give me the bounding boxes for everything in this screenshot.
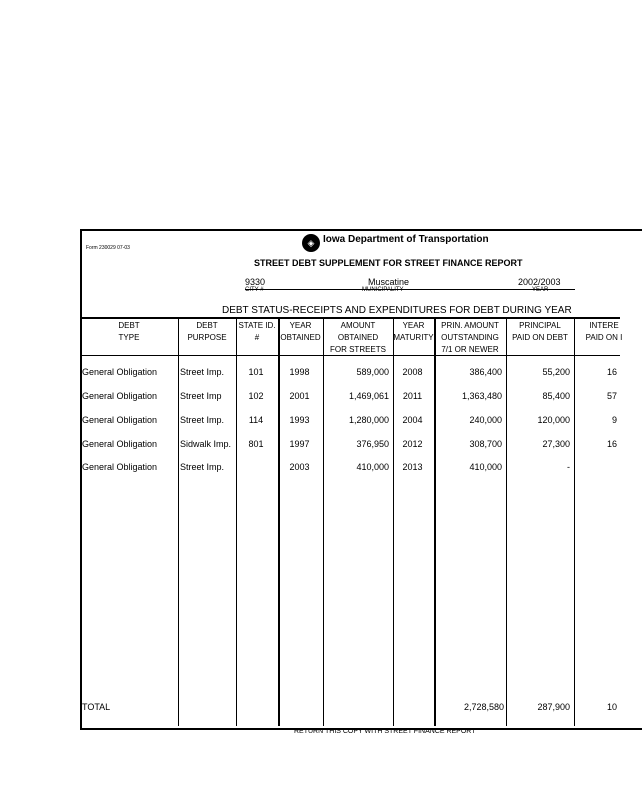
column-header: AMOUNT	[340, 321, 376, 330]
col-divider	[323, 318, 324, 726]
column-header: YEAR	[402, 321, 425, 330]
table-cell: 386,400	[469, 367, 502, 377]
table-cell: 102	[248, 391, 264, 401]
table-cell: 120,000	[537, 415, 570, 425]
agency-name: Iowa Department of Transportation	[323, 234, 489, 245]
table-cell: 101	[248, 367, 264, 377]
table-cell: 1,280,000	[348, 415, 389, 425]
table-cell: 1998	[289, 367, 310, 377]
table-cell: 114	[248, 415, 264, 425]
table-cell: 55,200	[542, 367, 570, 377]
table-cell: 376,950	[356, 439, 389, 449]
column-header: PRINCIPAL	[519, 321, 561, 330]
table-cell: General Obligation	[82, 391, 158, 401]
table-cell: Street Imp.	[180, 462, 225, 472]
column-header: TYPE	[118, 333, 140, 342]
table-cell: Street Imp	[180, 391, 222, 401]
table-cell: General Obligation	[82, 367, 158, 377]
footer-note: RETURN THIS COPY WITH STREET FINANCE REPORT	[294, 728, 476, 735]
column-header: #	[254, 333, 260, 342]
underline	[245, 289, 575, 290]
col-divider	[434, 318, 436, 726]
table-cell: 308,700	[469, 439, 502, 449]
table-cell: 2003	[289, 462, 310, 472]
column-header: OBTAINED	[280, 333, 321, 342]
table-cell: 410,000	[469, 462, 502, 472]
column-header: STATE ID.	[238, 321, 276, 330]
table-cell: Sidwalk Imp.	[180, 439, 232, 449]
col-divider	[574, 318, 575, 726]
table-cell: -	[567, 462, 570, 472]
col-divider	[393, 318, 394, 726]
city-number-label: CITY #	[245, 287, 264, 293]
table-cell: 16	[606, 439, 617, 449]
col-divider	[278, 318, 280, 726]
report-title: STREET DEBT SUPPLEMENT FOR STREET FINANCE REPORT	[254, 258, 523, 268]
section-title: DEBT STATUS-RECEIPTS AND EXPENDITURES FOR DEBT DURING YEAR	[222, 305, 572, 316]
column-header: PRIN. AMOUNT	[441, 321, 499, 330]
table-cell: General Obligation	[82, 415, 158, 425]
total-interest: 10	[606, 702, 617, 712]
table-cell: 589,000	[356, 367, 389, 377]
table-cell: 57	[606, 391, 617, 401]
municipality: Muscatine	[368, 277, 410, 287]
column-header: OBTAINED	[337, 333, 379, 342]
table-cell: 16	[606, 367, 617, 377]
city-number: 9330	[245, 277, 266, 287]
table-cell: 85,400	[542, 391, 570, 401]
table-cell: 2013	[402, 462, 423, 472]
table-cell: 1,469,061	[348, 391, 389, 401]
column-header: DEBT	[118, 321, 140, 330]
col-divider	[506, 318, 507, 726]
table-cell: General Obligation	[82, 462, 158, 472]
total-label: TOTAL	[82, 702, 111, 712]
table-cell: 2008	[402, 367, 423, 377]
column-header: PURPOSE	[187, 333, 227, 342]
table-cell: 240,000	[469, 415, 502, 425]
table-cell: 9	[611, 415, 617, 425]
column-header: FOR STREETS	[329, 345, 386, 354]
table-cell: 801	[248, 439, 264, 449]
table-cell: 1997	[289, 439, 310, 449]
column-header: PAID ON I	[585, 333, 623, 342]
total-principal: 287,900	[537, 702, 570, 712]
col-divider	[178, 318, 179, 726]
table-cell: 1993	[289, 415, 310, 425]
year-value: 2002/2003	[518, 277, 561, 287]
table-cell: Street Imp.	[180, 415, 225, 425]
table-cell: 27,300	[542, 439, 570, 449]
municipality-label: MUNICIPALITY	[362, 287, 404, 293]
column-header: OUTSTANDING	[441, 333, 499, 342]
table-cell: 2011	[402, 391, 423, 401]
column-header: 7/1 OR NEWER	[441, 345, 499, 354]
divider	[80, 317, 620, 319]
table-cell: 2012	[402, 439, 423, 449]
column-header: MATURITY	[393, 333, 434, 342]
col-divider	[236, 318, 237, 726]
table-cell: 2001	[289, 391, 310, 401]
column-header: PAID ON DEBT	[512, 333, 568, 342]
column-header: YEAR	[289, 321, 312, 330]
year-label: YEAR	[532, 287, 549, 293]
table-cell: 410,000	[356, 462, 389, 472]
column-header: INTERE	[589, 321, 619, 330]
form-number: Form 230029 07-03	[86, 245, 130, 251]
iowa-dot-logo-icon: ◈	[302, 234, 320, 252]
table-cell: 2004	[402, 415, 423, 425]
total-outstanding: 2,728,580	[463, 702, 504, 712]
table-cell: 1,363,480	[461, 391, 502, 401]
table-cell: General Obligation	[82, 439, 158, 449]
table-cell: Street Imp.	[180, 367, 225, 377]
column-header: DEBT	[196, 321, 218, 330]
